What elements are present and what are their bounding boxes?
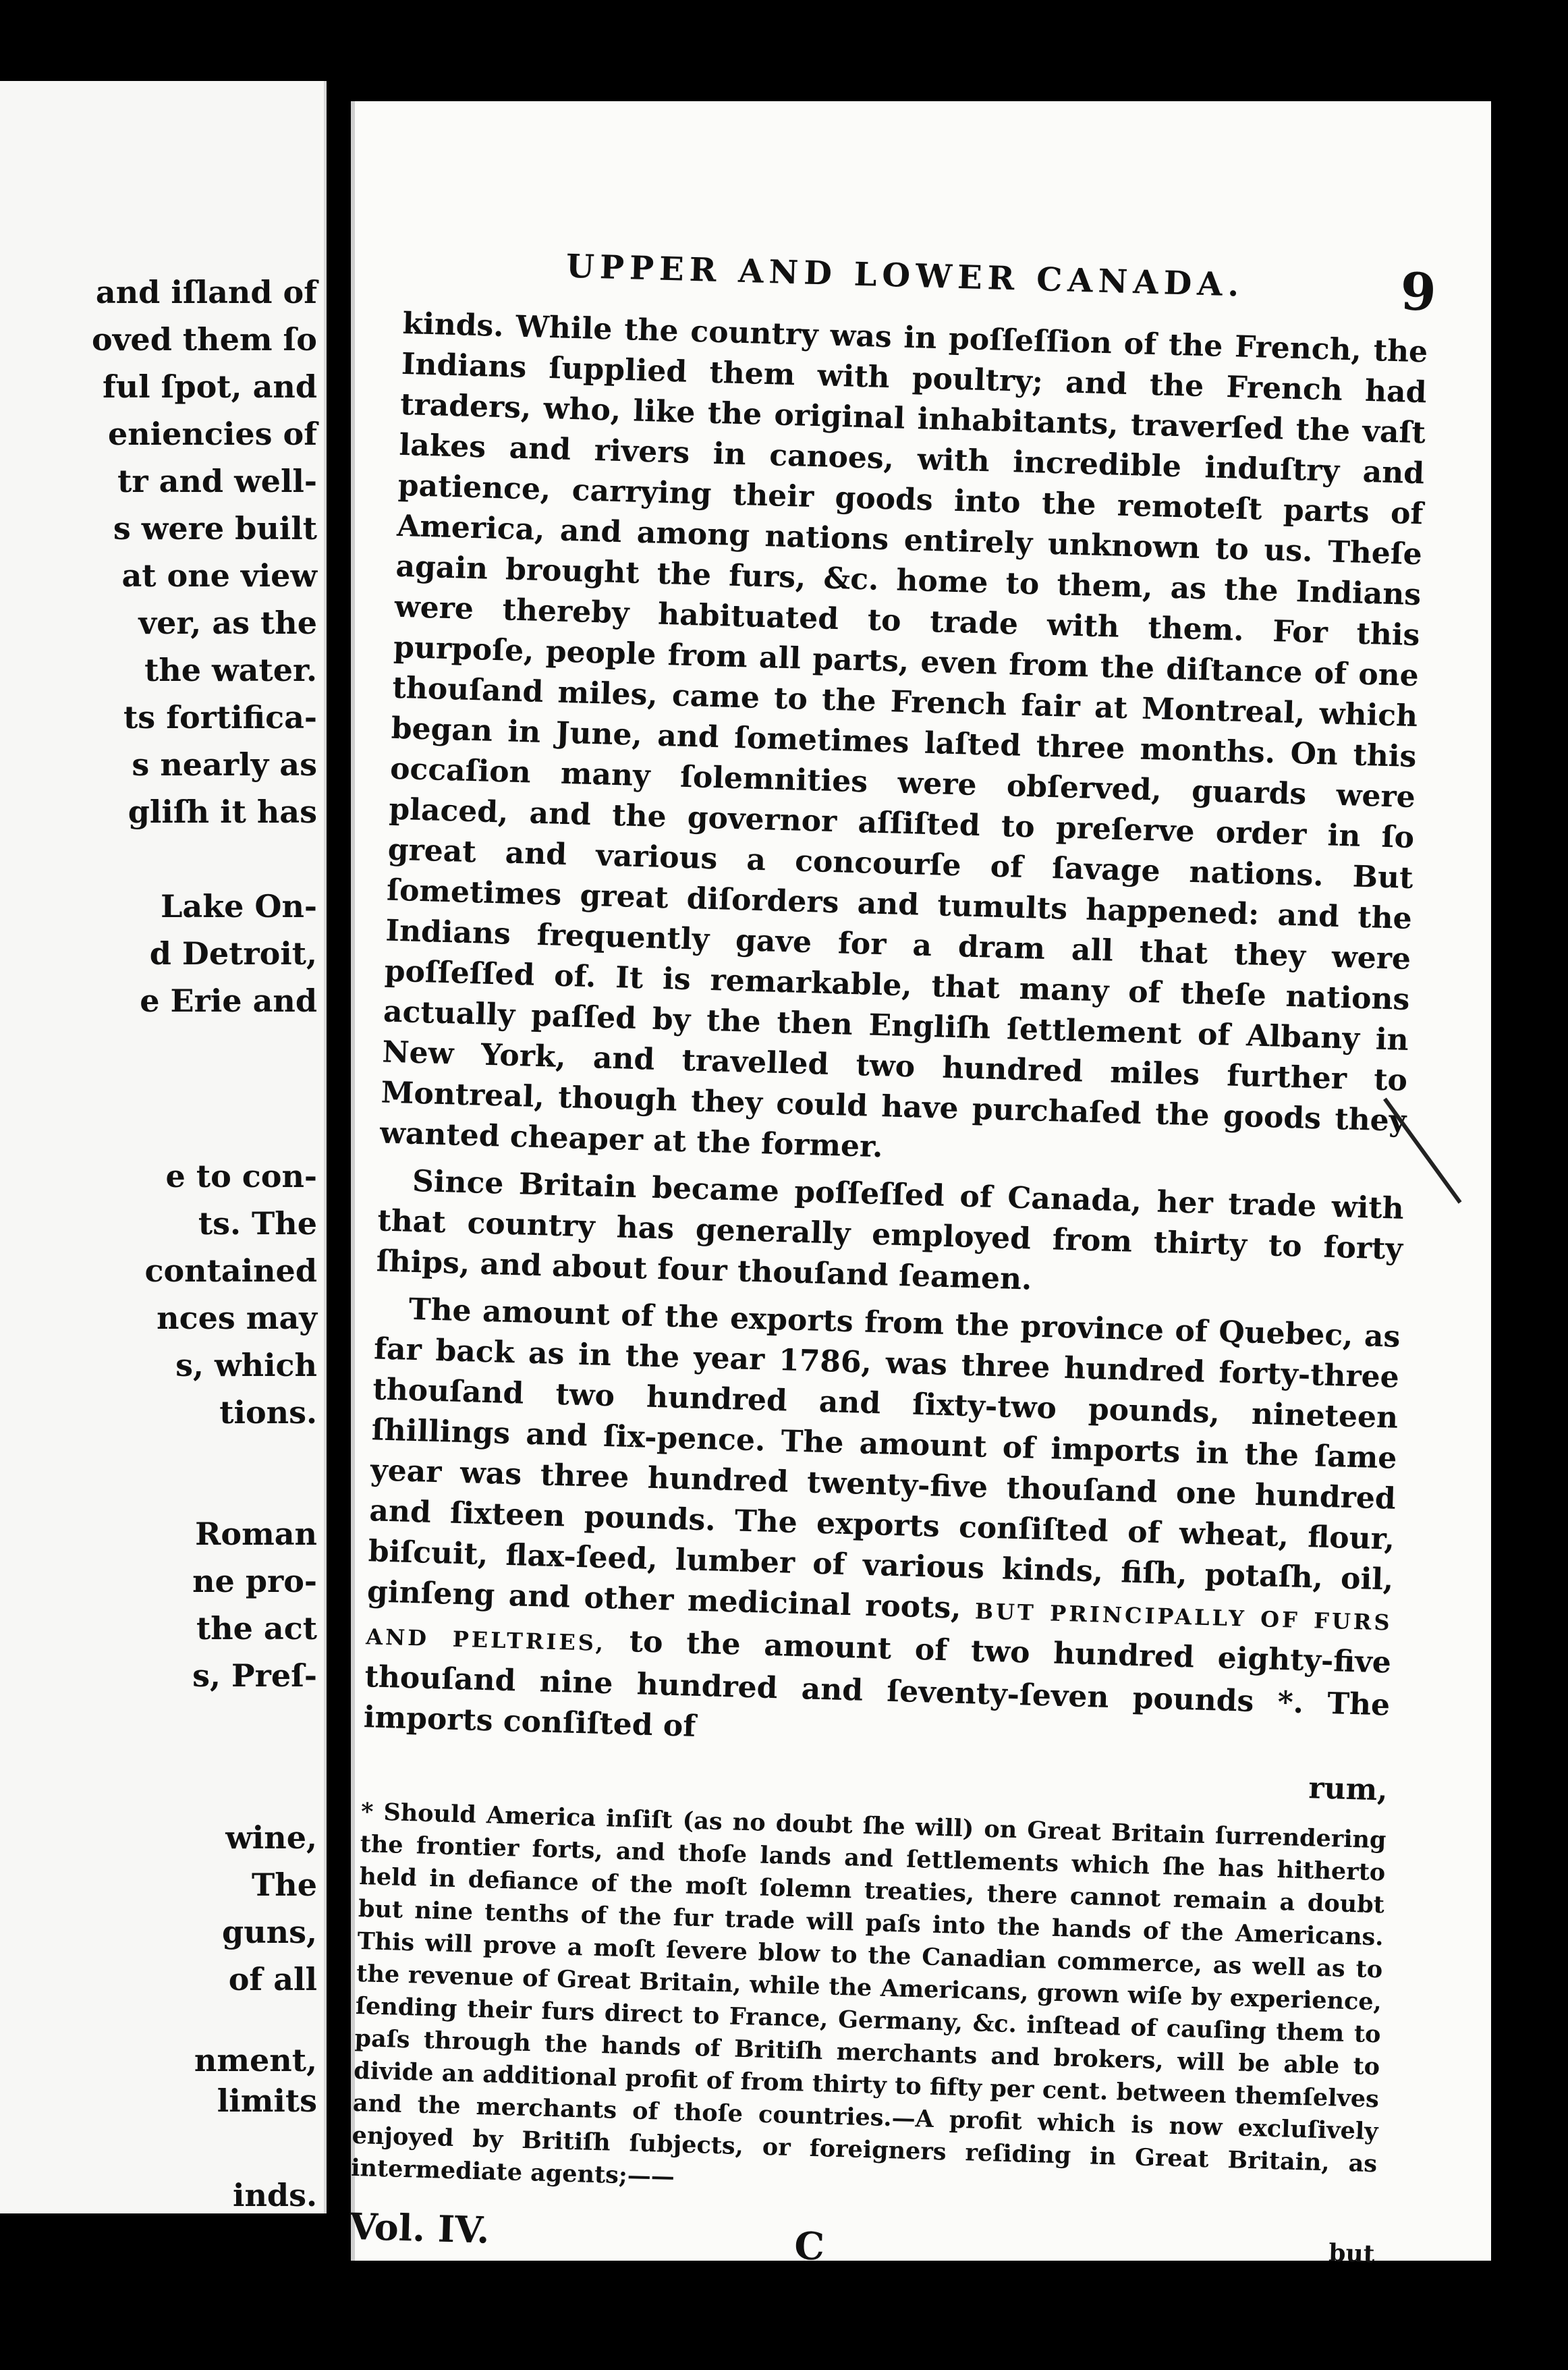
running-head: UPPER AND LOWER CANADA. (565, 247, 1245, 304)
left-page-fragment: The (252, 1867, 317, 1903)
left-page (0, 81, 327, 2213)
left-page-fragment: Roman (195, 1516, 317, 1552)
left-page-fragment: nces may (157, 1300, 317, 1336)
right-page (349, 101, 1491, 2269)
paragraph (363, 1288, 1401, 1766)
catchword: rum, (1308, 1771, 1389, 1808)
left-page-fragment: eniencies of (107, 416, 317, 452)
left-page-fragment: e to con- (165, 1158, 317, 1194)
small-caps-emphasis: BUT PRINCIPALLY OF FURS AND PELTRIES, (365, 1598, 1393, 1657)
left-page-fragment: the water. (144, 652, 317, 688)
left-page-fragment: d Detroit, (149, 935, 317, 972)
left-page-fragment: guns, (222, 1914, 317, 1950)
left-page-fragment: ful ſpot, and (102, 368, 317, 405)
left-page-fragment: contained (144, 1252, 317, 1289)
page-number: 9 (1399, 261, 1437, 323)
left-page-fragment: limits (217, 2083, 317, 2119)
left-page-fragment: inds. (233, 2177, 317, 2213)
left-page-fragment: s, Preſ- (192, 1657, 317, 1694)
left-page-fragment: wine, (225, 1819, 317, 1856)
page-footer (349, 2205, 1376, 2287)
paragraph-text: to the amount of two hundred eighty-five thouſand nine hundred and ſeventy-ſeven pounds *. The imports conſiſted of (363, 1624, 1392, 1744)
left-page-fragment: oved them ſo (92, 321, 317, 358)
paragraph: kinds. While the country was in poſſeſſion of the French, the Indians ſupplied them with poultry; and the French had traders, who, like the original inhabitants, traverſed the vaſt lakes and rivers in canoes, with incredible induſtry and patience, carrying their goods into the remoteſt parts of America, and among nations entirely unknown to us. Theſe again brought the furs, &c. home to them, as the Indians were thereby habituated to trade with them. For this purpoſe, people from all parts, even from the diſtance of one thouſand miles, came to the French fair at Montreal, which began in June, and ſometimes laſted three months. On this occaſion many ſolemnities were obſerved, guards were placed, and the governor aſſiſted to preſerve order in ſo great and various a concourſe of ſavage nations. But ſometimes great diſorders and tumults happened: and the Indians frequently gave for a dram all that they were poſſeſſed of. It is remarkable, that many of theſe nations actually paſſed by the then Engliſh ſettlement of Albany in New York, and travelled two hundred miles further to Montreal, though they could have purchaſed the goods they wanted cheaper at the former. (379, 306, 1428, 1165)
volume-number: Vol. IV. (349, 2204, 491, 2252)
footnote: * Should America inſiſt (as no doubt ſhe will) on Great Britain ſurrendering the frontier forts, and thoſe lands and ſettlements which ſhe has hitherto held in defiance of the moſt ſolemn treaties, there cannot remain a doubt but nine tenths of the fur trade will paſs into the hands of the Americans. This will prove a moſt ſevere blow to the Canadian commerce, as well as to the revenue of Great Britain, while the Americans, grown wiſe by experience, ſending their furs direct to France, Germany, &c. inſtead of cauſing them to paſs through the hands of Britiſh merchants and brokers, will be able to divide an additional profit of from thirty to fifty per cent. between themſelves and the merchants of thoſe countries.—A profit which is now excluſively enjoyed by Britiſh ſubjects, or foreigners reſiding in Great Britain, as intermediate agents;—— (350, 1798, 1387, 2191)
left-page-fragment: ts. The (198, 1205, 317, 1242)
left-page-fragment: s nearly as (132, 746, 317, 783)
left-page-fragment: tions. (219, 1394, 317, 1431)
left-page-fragment: ver, as the (138, 605, 317, 641)
footnote-catchword: but (1328, 2238, 1375, 2269)
left-page-fragment: ts fortifica- (123, 699, 317, 736)
left-page-fragment: s were built (113, 510, 317, 547)
left-page-fragment: s, which (175, 1347, 317, 1383)
signature-mark: C (793, 2224, 825, 2269)
left-page-fragment: ne pro- (192, 1563, 317, 1599)
left-page-fragment: nment, (194, 2042, 317, 2078)
left-page-fragment: the act (196, 1610, 317, 1647)
left-page-fragment: Lake On- (161, 888, 317, 925)
page-content (349, 243, 1437, 2287)
left-page-fragment: and iſland of (95, 274, 317, 310)
left-page-fragment: e Erie and (140, 983, 317, 1019)
left-page-fragment: at one view (121, 557, 317, 594)
paragraph-text: The amount of the exports from the province of Quebec, as far back as in the year 1786, was three hundred forty-three thouſand two hundred and ſixty-two pounds, nineteen ſhillings and ſix-pence. The amount of imports in the ſame year was three hundred twenty-five thouſand one hundred and ſixteen pounds. The exports conſiſted of wheat, flour, biſcuit, flax-ſeed, lumber of various kinds, fiſh, potaſh, oil, ginſeng and other medicinal roots, (366, 1292, 1401, 1626)
body-text (362, 304, 1428, 1811)
left-page-fragment: tr and well- (117, 463, 317, 499)
left-page-fragment: of all (228, 1961, 317, 1997)
paragraph: Since Britain became poſſeſſed of Canada, her trade with that country has generally employed from thirty to forty ſhips, and about four thouſand ſeamen. (376, 1163, 1405, 1297)
left-page-fragment: gliſh it has (128, 794, 317, 830)
